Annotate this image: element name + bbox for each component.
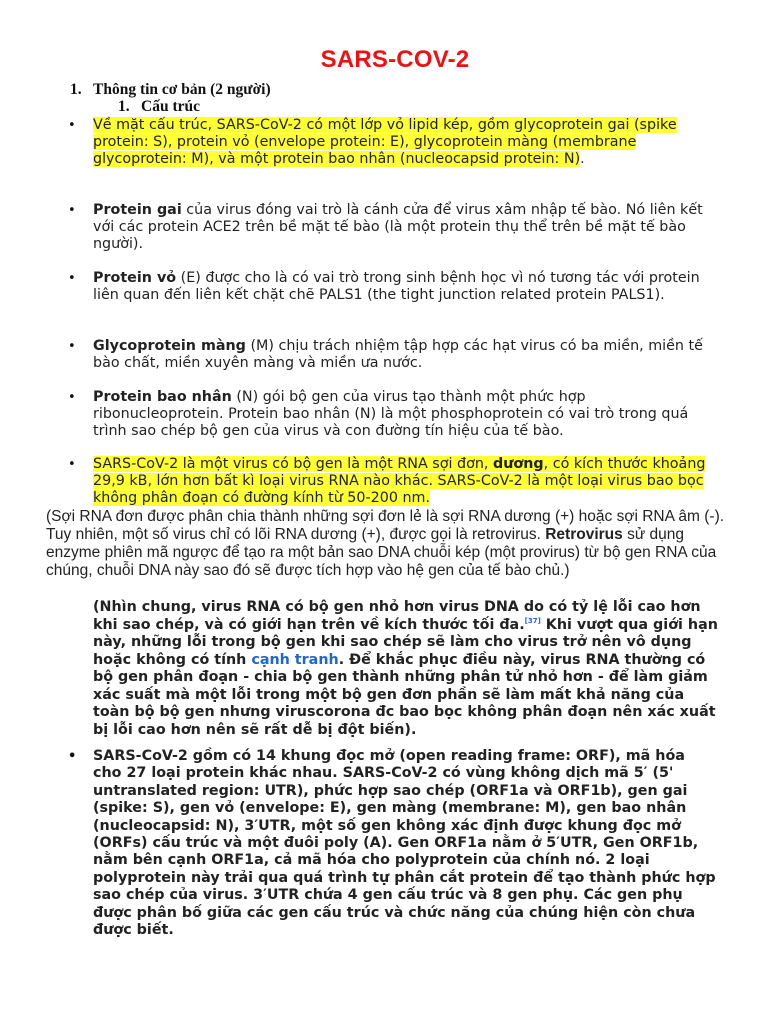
structure-text: Về mặt cấu trúc, SARS-CoV-2 có một lớp vỏ lipid kép, gồm glycoprotein gai (spike protein: S), protein vỏ (envelope protein: E), glycoprotein màng (membrane glycoprotein: M), và một protein bao nhân (nucleocapsid protein: N) xyxy=(93,117,677,168)
document-title: SARS-COV-2 xyxy=(320,46,470,73)
section-number: 1. xyxy=(70,81,82,98)
competition-link[interactable]: cạnh tranh xyxy=(251,651,339,668)
retrovirus-term: Retrovirus xyxy=(545,526,623,543)
nucleo-text: (N) gói bộ gen của virus tạo thành một phức hợp ribonucleoprotein. Protein bao nhân (N) là một phosphoprotein có vai trò trong quá trình sao chép bộ gen của virus và con đường tín hiệu của tế bào. xyxy=(93,389,689,440)
note-text-a: (Sợi RNA đơn được phân chia thành những sợi đơn lẻ là sợi RNA dương (+) hoặc sợi RNA âm (-). Tuy nhiên, một số virus chỉ có lõi RNA dương (+), được gọi là retrovirus. xyxy=(46,508,725,543)
rna-text-b: , có kích thước khoảng 29,9 kB, lớn hơn bất kì loại virus RNA nào khác. SARS-CoV-2 là một loại virus bao bọc không phân đoạn có đường kính từ 50-200 nm. xyxy=(93,456,706,507)
subsection-number: 1. xyxy=(118,98,130,115)
overview-paragraph xyxy=(93,599,723,739)
orf-text: SARS-CoV-2 gồm có 14 khung đọc mở (open reading frame: ORF), mã hóa cho 27 loại protein khác nhau. SARS-CoV-2 có vùng không dịch mã 5′ (5' untranslated region: UTR), phức hợp sao chép (ORF1a và ORF1b), gen gai (spike: S), gen vỏ (envelope: E), gen màng (membrane: M), gen bao nhân (nucleocapsid: N), 3′UTR, một số gen không xác định được khung đọc mở (ORFs) cấu trúc và một đuôi poly (A). Gen ORF1a nằm ở 5′UTR, Gen ORF1b, nằm bên cạnh ORF1a, cả mã hóa cho polyprotein của chính nó. 2 loại polyprotein này trải qua quá trình tự phân cắt protein để tạo thành phức hợp sao chép của virus. 3′UTR chứa 4 gen cấu trúc và 8 gen phụ. Các gen phụ được phân bố giữa các gen cấu trúc và chức năng của chúng hiện còn chưa được biết. xyxy=(93,748,716,939)
rna-text-a: SARS-CoV-2 là một virus có bộ gen là một RNA sợi đơn, xyxy=(93,456,493,472)
bullet-spike-protein xyxy=(93,202,718,254)
envelope-text: (E) được cho là có vai trò trong sinh bệnh học vì nó tương tác với protein liên quan đến liên kết chặt chẽ PALS1 (the tight junction related protein PALS1). xyxy=(93,270,700,304)
overview-text-a: (Nhìn chung, virus RNA có bộ gen nhỏ hơn virus DNA do có tỷ lệ lỗi cao hơn khi sao chép, và có giới hạn trên về kích thước tối đa. xyxy=(93,599,701,633)
bullet-nucleocapsid-protein xyxy=(93,389,718,441)
bullet-structure xyxy=(93,117,718,169)
rna-bold-word: dương xyxy=(492,456,544,472)
subsection-label: Cấu trúc xyxy=(141,98,200,115)
envelope-term: Protein vỏ xyxy=(93,270,177,286)
nucleo-term: Protein bao nhân xyxy=(93,389,232,405)
section-label: Thông tin cơ bản (2 người) xyxy=(93,81,271,98)
spike-term: Protein gai xyxy=(93,202,182,218)
note-text-b: sử dụng enzyme phiên mã ngược để tạo ra một bản sao DNA chuỗi kép (một provirus) từ bộ gen RNA của chúng, chuỗi DNA này sao đó sẽ được tích hợp vào hệ gen của tế bào chủ.) xyxy=(46,526,717,579)
overview-text-b: Khi vượt qua giới hạn này, những lỗi trong bộ gen khi sao chép sẽ làm cho virus trở nên vô dụng hoặc không có tính xyxy=(93,616,718,668)
section-heading xyxy=(70,81,271,99)
reference-link[interactable]: [37] xyxy=(524,616,541,625)
rna-note-paragraph xyxy=(46,508,726,580)
membrane-term: Glycoprotein màng xyxy=(93,338,246,354)
structure-period: . xyxy=(580,151,585,168)
subsection-heading xyxy=(118,98,200,116)
bullet-rna-genome xyxy=(93,456,718,508)
spike-text: của virus đóng vai trò là cánh cửa để virus xâm nhập tế bào. Nó liên kết với các protein ACE2 trên bề mặt tế bào (là một protein thụ thể trên bề mặt tế bào người). xyxy=(93,202,703,253)
bullet-membrane-glycoprotein xyxy=(93,338,718,372)
bullet-orf-genes xyxy=(93,748,718,939)
membrane-text: (M) chịu trách nhiệm tập hợp các hạt virus có ba miền, miền tế bào chất, miền xuyên màng và miền ưa nước. xyxy=(93,338,703,372)
overview-text-c: . Để khắc phục điều này, virus RNA thường có bộ gen phân đoạn - chia bộ gen thành những phân tử nhỏ hơn - để làm giảm xác suất mà một lỗi trong một bộ gen đơn phần sẽ làm mất khả năng của toàn bộ bộ gen nhưng viruscorona đc bao bọc không phân đoạn nên xác xuất bị lỗi cao hơn nên sẽ rất dễ bị đột biến). xyxy=(93,651,716,738)
bullet-envelope-protein xyxy=(93,270,718,304)
